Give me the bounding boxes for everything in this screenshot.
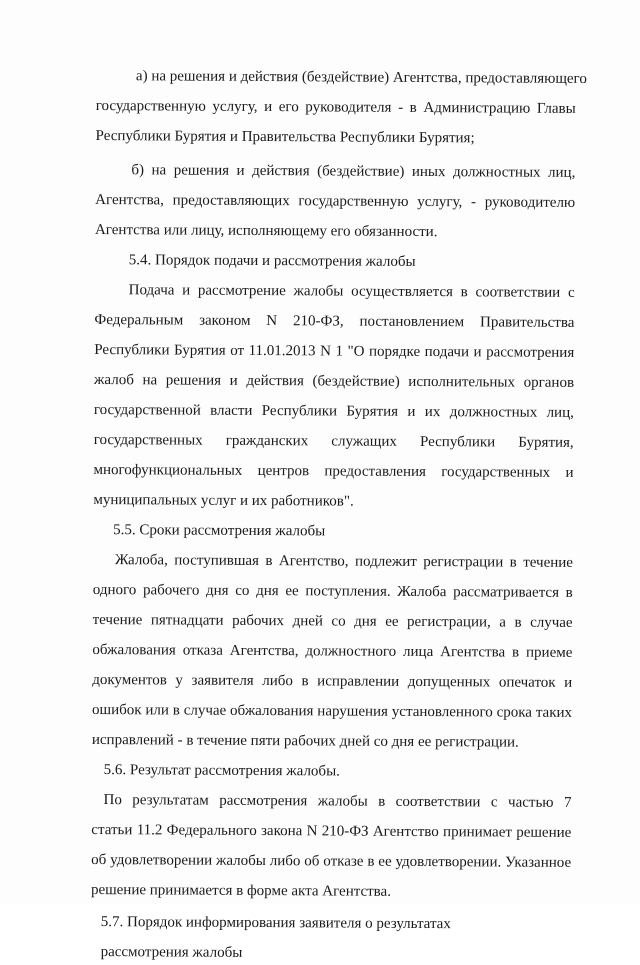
text-line: жалоб на решения и действия (бездействие) исполнительных органов — [94, 371, 575, 391]
text-line: Федеральным законом N 210-ФЗ, постановлением Правительства — [94, 311, 575, 331]
text-line: документов у заявителя либо в исправлении допущенных опечаток и — [92, 671, 573, 691]
text-line: Подача и рассмотрение жалобы осуществляется в соответствии с — [128, 282, 575, 301]
section-heading: 5.6. Результат рассмотрения жалобы. — [103, 762, 340, 780]
text-line: По результатам рассмотрения жалобы в соответствии с частью 7 — [103, 792, 572, 811]
text-line: исправлений - в течение пяти рабочих дней со дня ее регистрации. — [91, 731, 519, 751]
text-line: течение пятнадцати рабочих дней со дня ее регистрации, а в случае — [92, 611, 573, 631]
section-5-5 — [92, 520, 573, 753]
section-heading: 5.7. Порядок информирования заявителя о результатах — [100, 914, 451, 933]
paragraph-a — [95, 66, 587, 149]
section-5-6 — [91, 760, 572, 903]
text-line: Жалоба, поступившая в Агентство, подлежит регистрации в течение — [114, 552, 574, 571]
text-line: Республики Бурятия от 11.01.2013 N 1 "О порядке подачи и рассмотрения — [94, 341, 575, 361]
text-line: одного рабочего дня со дня ее поступления. Жалоба рассматривается в — [92, 581, 573, 601]
text-line: решение принимается в форме акта Агентства. — [90, 881, 392, 900]
text-line: государственную услугу, и его руководителя - в Администрацию Главы — [95, 97, 576, 117]
text-line: а) на решения и действия (бездействие) Агентства, предоставляющего — [135, 68, 587, 87]
section-heading: 5.4. Порядок подачи и рассмотрения жалобы — [128, 252, 416, 270]
section-5-4 — [93, 250, 575, 513]
document-body — [90, 66, 587, 965]
text-line: статьи 11.2 Федерального закона N 210-ФЗ Агентство принимает решение — [91, 821, 572, 841]
text-line: обжалования отказа Агентства, должностного лица Агентства в приеме — [92, 641, 573, 661]
text-line: Агентства или лицу, исполняющему его обязанности. — [94, 221, 438, 241]
text-line: многофункциональных центров предоставления государственных и — [93, 461, 574, 481]
text-line: муниципальных услуг и их работников". — [93, 491, 354, 510]
text-line: государственных гражданских служащих Республики Бурятия, — [93, 431, 574, 451]
text-line: б) на решения и действия (бездействие) иных должностных лиц, — [131, 162, 576, 181]
section-heading: рассмотрения жалобы — [100, 944, 243, 961]
text-line: ошибок или в случае обжалования нарушения установленного срока таких — [92, 701, 573, 721]
text-line: государственной власти Республики Бурятия и их должностных лиц, — [93, 401, 574, 421]
section-5-7 — [91, 912, 571, 965]
section-heading: 5.5. Сроки рассмотрения жалобы — [113, 522, 326, 540]
text-line: Республики Бурятия и Правительства Республики Бурятия; — [95, 127, 475, 147]
text-line: об удовлетворении жалобы либо об отказе в ее удовлетворении. Указанное — [91, 851, 572, 871]
text-line: Агентства, предоставляющих государственную услугу, - руководителю — [95, 191, 576, 211]
paragraph-b — [95, 160, 575, 243]
